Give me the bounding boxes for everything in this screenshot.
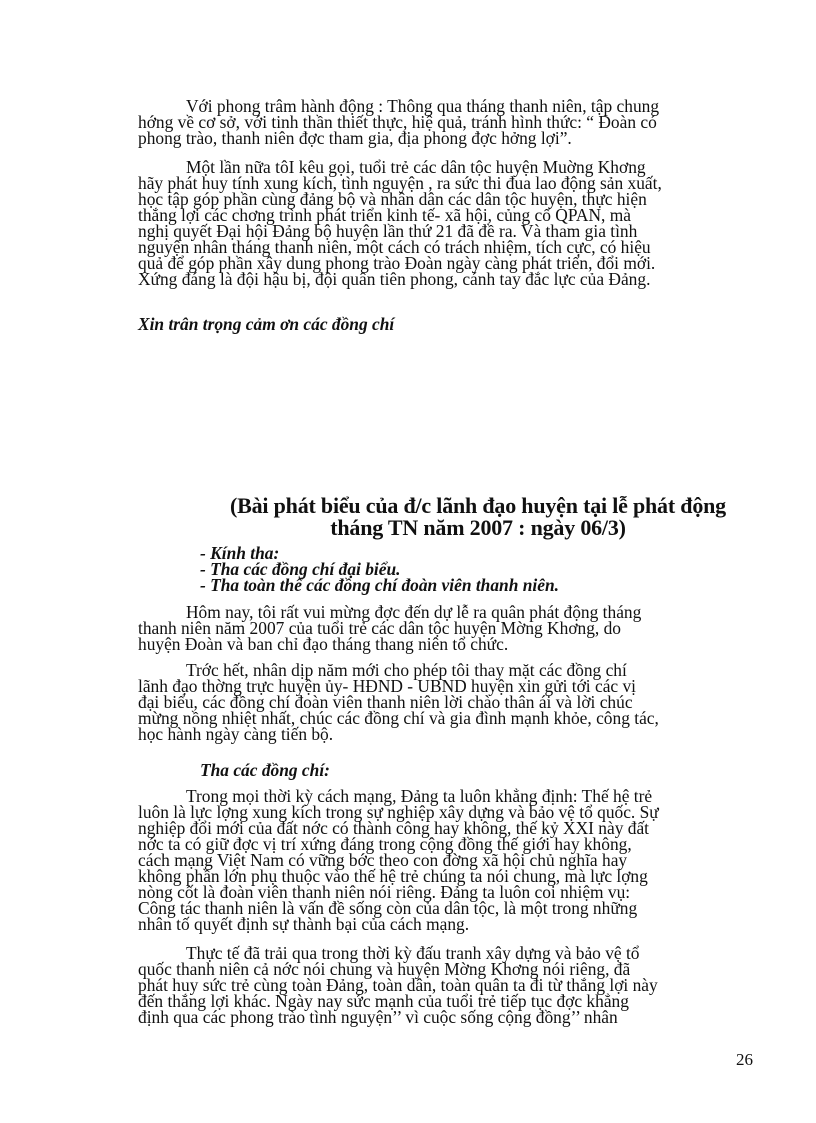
text-line: Trớc hết, nhân dịp năm mới cho phép tôi thay mặt các đồng chí — [186, 660, 627, 680]
speech-title — [138, 495, 816, 539]
text-line: Xứng đáng là đội hậu bị, đội quân tiên phong, cánh tay đắc lực của Đảng. — [138, 269, 651, 289]
text-line: Thực tế đã trải qua trong thời kỳ đấu tranh xây dựng và bảo vệ tổ — [186, 943, 640, 963]
section2-p2 — [138, 662, 756, 742]
text-line: Với phong trâm hành động : Thông qua tháng thanh niên, tập chung — [186, 96, 660, 116]
text-line: nghị quyết Đại hội Đảng bộ huyện lần thứ 21 đã đề ra. Và tham gia tình — [138, 221, 638, 241]
text-line: thanh niên năm 2007 của tuổi trẻ các dân tộc huyện Mờng Khơng, do — [138, 618, 621, 638]
text-line: đại biểu, các đồng chí đoàn viên thanh niên lời chào thân ái và lời chúc — [138, 692, 633, 712]
text-line: nòng cốt là đoàn viên thanh niên nói riêng. Đảng ta luôn coi nhiệm vụ: — [138, 882, 631, 902]
text-line: nhân tố quyết định sự thành bại của cách mạng. — [138, 914, 470, 934]
page-number: 26 — [736, 1050, 753, 1069]
text-line: quốc thanh niên cả nớc nói chung và huyện Mờng Khơng nói riêng, đã — [138, 959, 631, 979]
section1-p1 — [138, 98, 756, 146]
text-line: thắng lợi các chơng trình phát triển kinh tế- xã hội, củng cố QPAN, mà — [138, 205, 631, 225]
closing-line: Xin trân trọng cảm ơn các đồng chí — [138, 314, 395, 334]
greeting-line: - Tha toàn thể các đồng chí đoàn viên thanh niên. — [200, 575, 559, 595]
greeting-line: - Kính tha: — [200, 543, 280, 563]
text-line: hãy phát huy tính xung kích, tình nguyện , ra sức thi đua lao động sản xuất, — [138, 173, 662, 193]
text-line: không phần lớn phụ thuộc vào thế hệ trẻ chúng ta nói chung, mà lực lợng — [138, 866, 648, 886]
section2-p3 — [138, 788, 756, 932]
text-line: học tập góp phần cùng đảng bộ và nhân dân các dân tộc huyện, thực hiện — [138, 189, 647, 209]
text-line: cách mạng Việt Nam có vững bớc theo con đờng xã hội chủ nghĩa hay — [138, 850, 628, 870]
greetings — [200, 545, 760, 593]
text-line: nớc ta có giữ đợc vị trí xứng đáng trong cộng đồng thế giới hay không, — [138, 834, 632, 854]
text-line: đến thắng lợi khác. Ngày nay sức mạnh của tuổi trẻ tiếp tục đợc khẳng — [138, 991, 629, 1011]
text-line: định qua các phong trào tình nguyện’’ vì cuộc sống cộng đồng’’ nhân — [138, 1007, 618, 1027]
text-line: hớng về cơ sở, với tinh thần thiết thực, hiệ quả, tránh hình thức: “ Đoàn có — [138, 112, 657, 132]
greeting-2: Tha các đồng chí: — [200, 760, 330, 780]
text-line: Một lần nữa tôI kêu gọi, tuổi trẻ các dân tộc huyện Muờng Khơng — [186, 157, 646, 177]
text-line: phát huy sức trẻ cùng toàn Đảng, toàn dân, toàn quân ta đi từ thắng lợi này — [138, 975, 658, 995]
text-line: học hành ngày càng tiến bộ. — [138, 724, 334, 744]
text-line: phong trào, thanh niên đợc tham gia, địa phong đợc hởng lợi”. — [138, 128, 572, 148]
section2-p1 — [138, 604, 756, 652]
text-line: huyện Đoàn và ban chỉ đạo tháng thang niên tổ chức. — [138, 634, 509, 654]
text-line: luôn là lực lợng xung kích trong sự nghiệp xây dựng và bảo vệ tổ quốc. Sự — [138, 802, 659, 822]
text-line: nguyện nhân tháng thanh niên, một cách có trách nhiệm, tích cực, có hiệu — [138, 237, 651, 257]
text-line: mừng nồng nhiệt nhất, chúc các đồng chí và gia đình mạnh khỏe, công tác, — [138, 708, 659, 728]
text-line: Hôm nay, tôi rất vui mừng đợc đến dự lễ ra quân phát động tháng — [186, 602, 642, 622]
text-line: Công tác thanh niên là vấn đề sống còn của dân tộc, là một trong những — [138, 898, 638, 918]
greeting-line: - Tha các đồng chí đại biểu. — [200, 559, 401, 579]
title-line: tháng TN năm 2007 : ngày 06/3) — [330, 515, 626, 540]
section2-p4 — [138, 945, 756, 1025]
text-line: Trong mọi thời kỳ cách mạng, Đảng ta luôn khẳng định: Thế hệ trẻ — [186, 786, 653, 806]
text-line: quả để góp phần xây dung phong trào Đoàn ngày càng phát triển, đổi mới. — [138, 253, 656, 273]
text-line: nghiệp đổi mới của đất nớc có thành công hay không, thế kỷ XXI này đất — [138, 818, 650, 838]
section1-p2 — [138, 159, 756, 287]
title-line: (Bài phát biểu của đ/c lãnh đạo huyện tại lễ phát động — [230, 493, 726, 518]
text-line: lãnh đạo thờng trực huyện ủy- HĐND - UBND huyện xin gửi tới các vị — [138, 676, 637, 696]
